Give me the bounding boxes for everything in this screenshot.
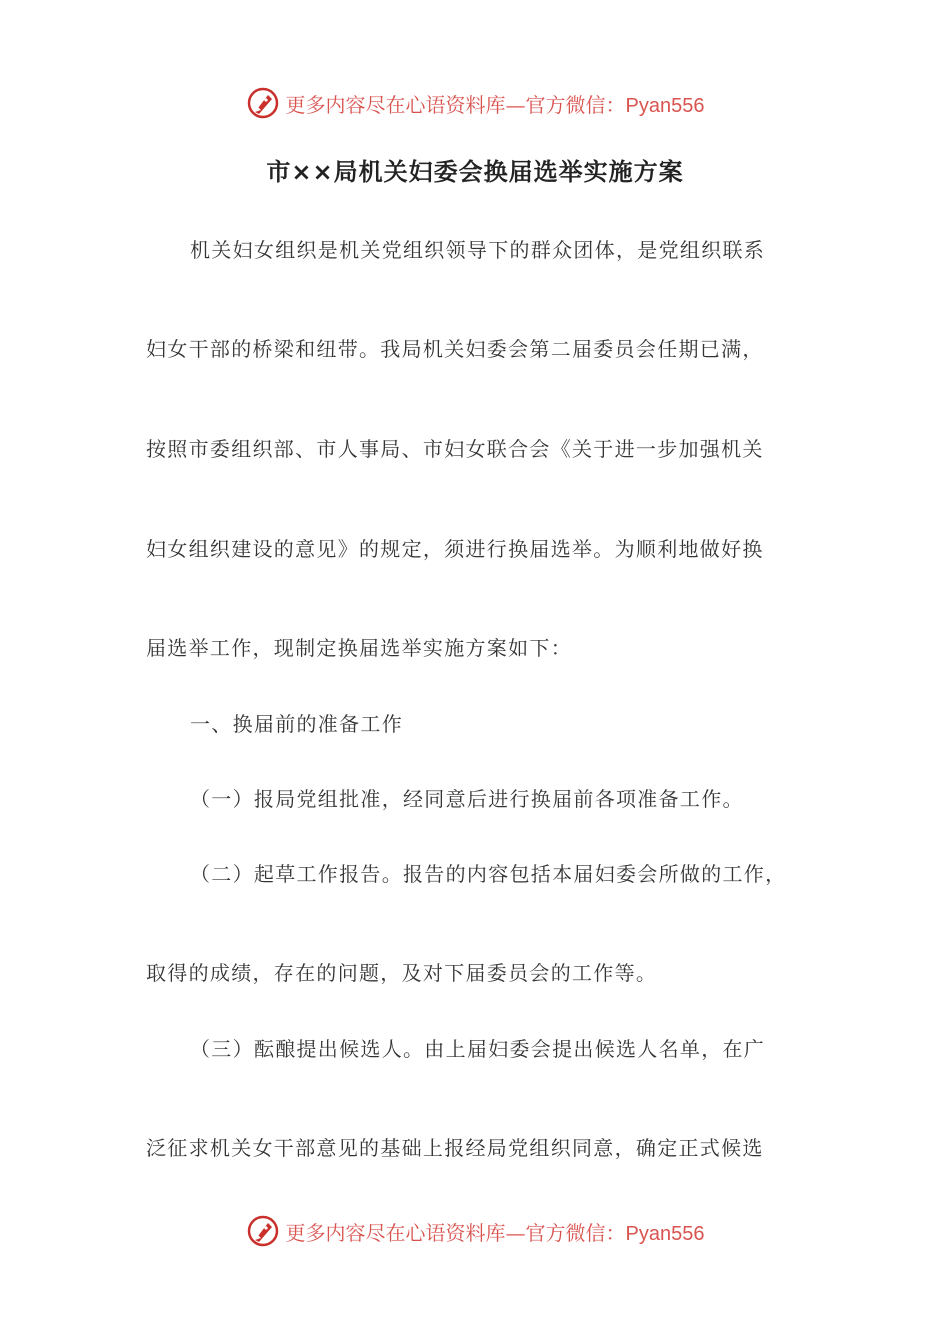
body-line: 机关妇女组织是机关党组织领导下的群众团体，是党组织联系	[190, 238, 766, 262]
section-heading: 一、换届前的准备工作	[190, 712, 403, 736]
body-line: 妇女组织建设的意见》的规定，须进行换届选举。为顺利地做好换	[146, 537, 764, 561]
body-line: 妇女干部的桥梁和纽带。我局机关妇委会第二届委员会任期已满，	[146, 337, 764, 361]
footer-banner	[0, 1211, 950, 1251]
body-line: （二）起草工作报告。报告的内容包括本届妇委会所做的工作，	[190, 862, 787, 886]
banner-wechat-id: Pyan556	[625, 94, 705, 117]
banner-text: 更多内容尽在心语资料库—官方微信：Pyan556	[285, 92, 705, 117]
body-line: 泛征求机关女干部意见的基础上报经局党组织同意，确定正式候选	[146, 1136, 764, 1160]
document-title: 市××局机关妇委会换届选举实施方案	[266, 158, 684, 186]
pen-nib-logo-icon	[246, 1214, 280, 1248]
banner-text: 更多内容尽在心语资料库—官方微信：Pyan556	[285, 1220, 705, 1245]
banner-wechat-id: Pyan556	[625, 1222, 705, 1245]
pen-nib-logo-icon	[246, 86, 280, 120]
body-line: （三）酝酿提出候选人。由上届妇委会提出候选人名单，在广	[190, 1037, 766, 1061]
header-banner	[0, 83, 950, 123]
body-line: （一）报局党组批准，经同意后进行换届前各项准备工作。	[190, 787, 744, 811]
body-line: 取得的成绩，存在的问题，及对下届委员会的工作等。	[146, 961, 658, 985]
body-line: 届选举工作，现制定换届选举实施方案如下：	[146, 636, 572, 660]
body-line: 按照市委组织部、市人事局、市妇女联合会《关于进一步加强机关	[146, 437, 764, 461]
